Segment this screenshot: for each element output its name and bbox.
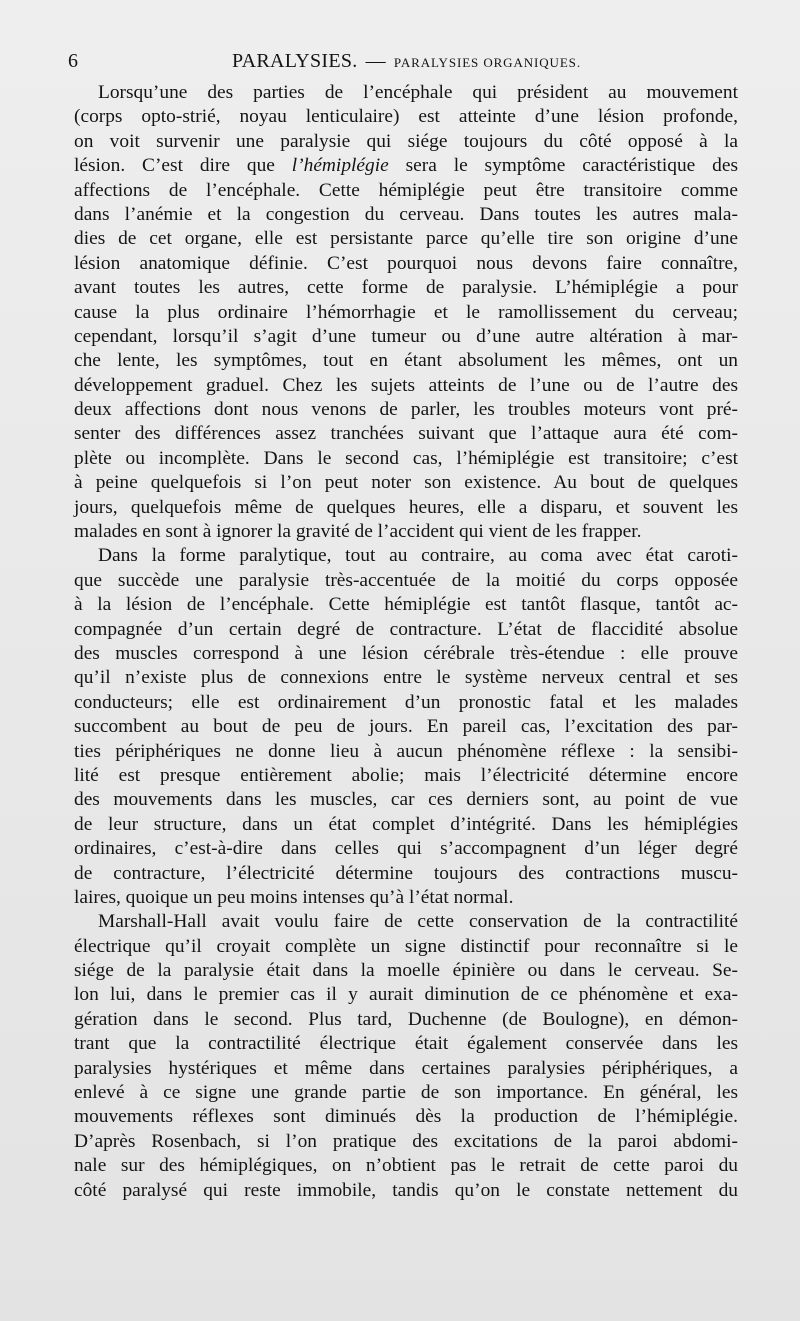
text-line: siége de la paralysie était dans la moelle épinière ou dans le cerveau. Se- bbox=[74, 960, 738, 982]
text-line: mouvements réflexes sont diminués dès la production de l’hémiplégie. bbox=[74, 1106, 738, 1128]
text-line: à peine quelquefois si l’on peut noter son existence. Au bout de quelques bbox=[74, 472, 738, 494]
text-line: lon lui, dans le premier cas il y aurait diminution de ce phénomène et exa- bbox=[74, 984, 738, 1006]
text-line: enlevé à ce signe une grande partie de son importance. En général, les bbox=[74, 1082, 738, 1104]
text-line-end: sera le symptôme caractéristique des bbox=[405, 155, 738, 177]
text-line: des muscles correspond à une lésion cérébrale très-étendue : elle prouve bbox=[74, 642, 738, 664]
text-line: ordinaires, c’est-à-dire dans celles qui s’accompagnent d’un léger degré bbox=[74, 838, 738, 860]
text-line: Dans la forme paralytique, tout au contraire, au coma avec état caroti- bbox=[98, 545, 738, 567]
text-line: nale sur des hémiplégiques, on n’obtient pas le retrait de cette paroi du bbox=[74, 1155, 738, 1177]
text-line: plète ou incomplète. Dans le second cas, l’hémiplégie est transitoire; c’est bbox=[74, 447, 738, 469]
text-line: affections de l’encéphale. Cette hémiplégie peut être transitoire comme bbox=[74, 179, 738, 201]
text-line: jours, quelquefois même de quelques heures, elle a disparu, et souvent les bbox=[74, 496, 738, 518]
text-line: malades en sont à ignorer la gravité de l’accident qui vient de les frapper. bbox=[74, 521, 642, 543]
text-line: (corps opto-strié, noyau lenticulaire) est atteinte d’une lésion profonde, bbox=[74, 106, 738, 128]
text-line-start: lésion. C’est dire que bbox=[74, 155, 275, 177]
running-head bbox=[68, 48, 738, 74]
text-line: cependant, lorsqu’il s’agit d’une tumeur ou d’une autre altération à mar- bbox=[74, 325, 738, 347]
running-head-title: PARALYSIES. bbox=[232, 50, 358, 72]
running-head-text bbox=[232, 48, 581, 76]
body-text bbox=[74, 81, 738, 1203]
text-line-with-emphasis bbox=[74, 154, 738, 178]
text-line: che lente, les symptômes, tout en étant absolument les mêmes, ont un bbox=[74, 350, 738, 372]
running-head-dash: — bbox=[365, 50, 386, 72]
text-line: électrique qu’il croyait complète un signe distinctif pour reconnaître si le bbox=[74, 935, 738, 957]
text-line: Marshall-Hall avait voulu faire de cette conservation de la contractilité bbox=[98, 911, 738, 933]
text-line: développement graduel. Chez les sujets atteints de l’une ou de l’autre des bbox=[74, 374, 738, 396]
text-line: on voit survenir une paralysie qui siége toujours du côté opposé à la bbox=[74, 130, 738, 152]
text-line: gération dans le second. Plus tard, Duchenne (de Boulogne), en démon- bbox=[74, 1008, 738, 1030]
page-number: 6 bbox=[68, 50, 78, 72]
text-line: senter des différences assez tranchées suivant que l’attaque aura été com- bbox=[74, 423, 738, 445]
running-head-subtitle: PARALYSIES ORGANIQUES. bbox=[393, 55, 581, 70]
text-line: deux affections dont nous venons de parler, les troubles moteurs vont pré- bbox=[74, 399, 738, 421]
text-line: dans l’anémie et la congestion du cerveau. Dans toutes les autres mala- bbox=[74, 203, 738, 225]
text-line: avant toutes les autres, cette forme de paralysie. L’hémiplégie a pour bbox=[74, 277, 738, 299]
text-line: de leur structure, dans un état complet d’intégrité. Dans les hémiplégies bbox=[74, 813, 738, 835]
text-line: laires, quoique un peu moins intenses qu’à l’état normal. bbox=[74, 886, 514, 908]
text-line: à la lésion de l’encéphale. Cette hémiplégie est tantôt flasque, tantôt ac- bbox=[74, 594, 738, 616]
text-line: côté paralysé qui reste immobile, tandis qu’on le constate nettement du bbox=[74, 1179, 738, 1201]
text-line: qu’il n’existe plus de connexions entre le système nerveux central et ses bbox=[74, 667, 738, 689]
text-line: cause la plus ordinaire l’hémorrhagie et le ramollissement du cerveau; bbox=[74, 301, 738, 323]
text-line: des mouvements dans les muscles, car ces derniers sont, au point de vue bbox=[74, 789, 738, 811]
text-line: conducteurs; elle est ordinairement d’un pronostic fatal et les malades bbox=[74, 691, 738, 713]
text-line: trant que la contractilité électrique était également conservée dans les bbox=[74, 1033, 738, 1055]
text-line: lité est presque entièrement abolie; mais l’électricité détermine encore bbox=[74, 764, 738, 786]
text-line: que succède une paralysie très-accentuée de la moitié du corps opposée bbox=[74, 569, 738, 591]
text-line: D’après Rosenbach, si l’on pratique des excitations de la paroi abdomi- bbox=[74, 1130, 738, 1152]
text-line: succombent au bout de peu de jours. En pareil cas, l’excitation des par- bbox=[74, 716, 738, 738]
text-line: dies de cet organe, elle est persistante parce qu’elle tire son origine d’une bbox=[74, 228, 738, 250]
text-line: compagnée d’un certain degré de contracture. L’état de flaccidité absolue bbox=[74, 618, 738, 640]
text-line: paralysies hystériques et même dans certaines paralysies périphériques, a bbox=[74, 1057, 738, 1079]
text-line: Lorsqu’une des parties de l’encéphale qui président au mouvement bbox=[98, 82, 738, 103]
text-line: de contracture, l’électricité détermine toujours des contractions muscu- bbox=[74, 862, 738, 884]
text-line: lésion anatomique définie. C’est pourquoi nous devons faire connaître, bbox=[74, 252, 738, 274]
text-line: ties périphériques ne donne lieu à aucun phénomène réflexe : la sensibi- bbox=[74, 740, 738, 762]
emphasized-term: l’hémiplégie bbox=[291, 155, 389, 177]
